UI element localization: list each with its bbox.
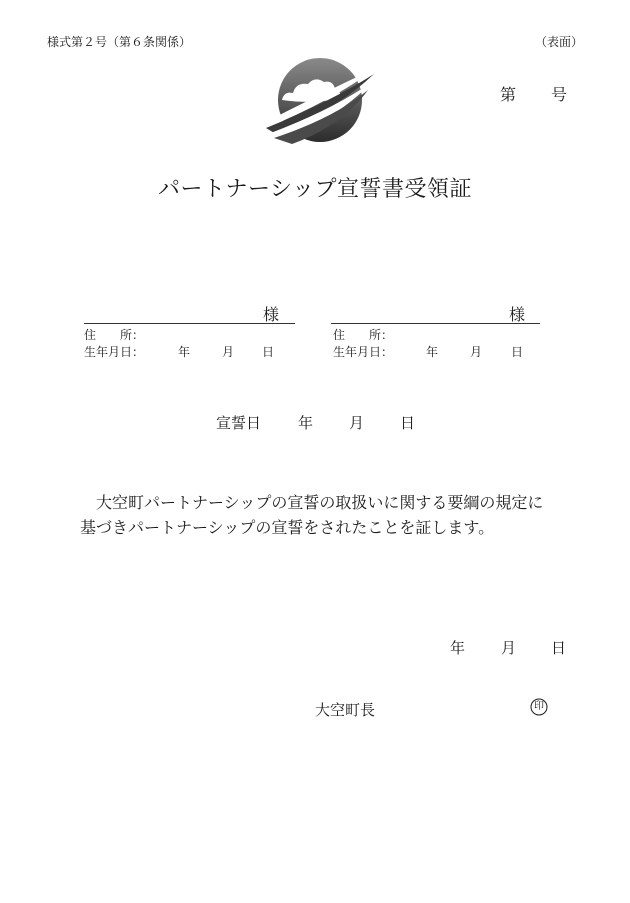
party2-birth-month: 月 [470,345,483,359]
issue-date-year: 年 [450,639,466,657]
seal-label: 印 [534,701,544,712]
certification-line-1: 大空町パートナーシップの宣誓の取扱いに関する要綱の規定に [80,493,544,512]
form-number: 様式第２号（第６条関係） [47,35,192,49]
town-emblem-icon [258,56,382,146]
party1-birth-day: 日 [262,345,275,359]
oath-date-day: 日 [400,414,416,432]
side-label: （表面） [535,35,584,49]
oath-date-year: 年 [298,414,314,432]
party1-birth-year: 年 [178,345,191,359]
party1-honorific: 様 [263,305,280,324]
certification-line-2: 基づきパートナーシップの宣誓をされたことを証します。 [80,518,495,537]
seal-mark [530,698,548,716]
party2-address-label: 住 所： [333,328,394,342]
party1-birth-month: 月 [222,345,235,359]
number-suffix: 号 [551,85,568,104]
issue-date-day: 日 [551,639,567,657]
oath-date-label: 宣誓日 [216,414,262,432]
document-title: パートナーシップ宣誓書受領証 [157,177,473,202]
party2-birth-year: 年 [426,345,439,359]
party1-birth-label: 生年月日： [84,345,145,359]
party2-name-line [331,323,540,324]
oath-date-month: 月 [349,414,365,432]
party2-birth-label: 生年月日： [333,345,394,359]
party2-birth-day: 日 [511,345,524,359]
issuer-title: 大空町長 [315,701,376,719]
party1-name-line [84,323,295,324]
number-prefix: 第 [500,85,517,104]
party1-address-label: 住 所： [84,328,145,342]
issue-date-month: 月 [501,639,517,657]
party2-honorific: 様 [509,305,526,324]
certification-text [80,490,570,540]
